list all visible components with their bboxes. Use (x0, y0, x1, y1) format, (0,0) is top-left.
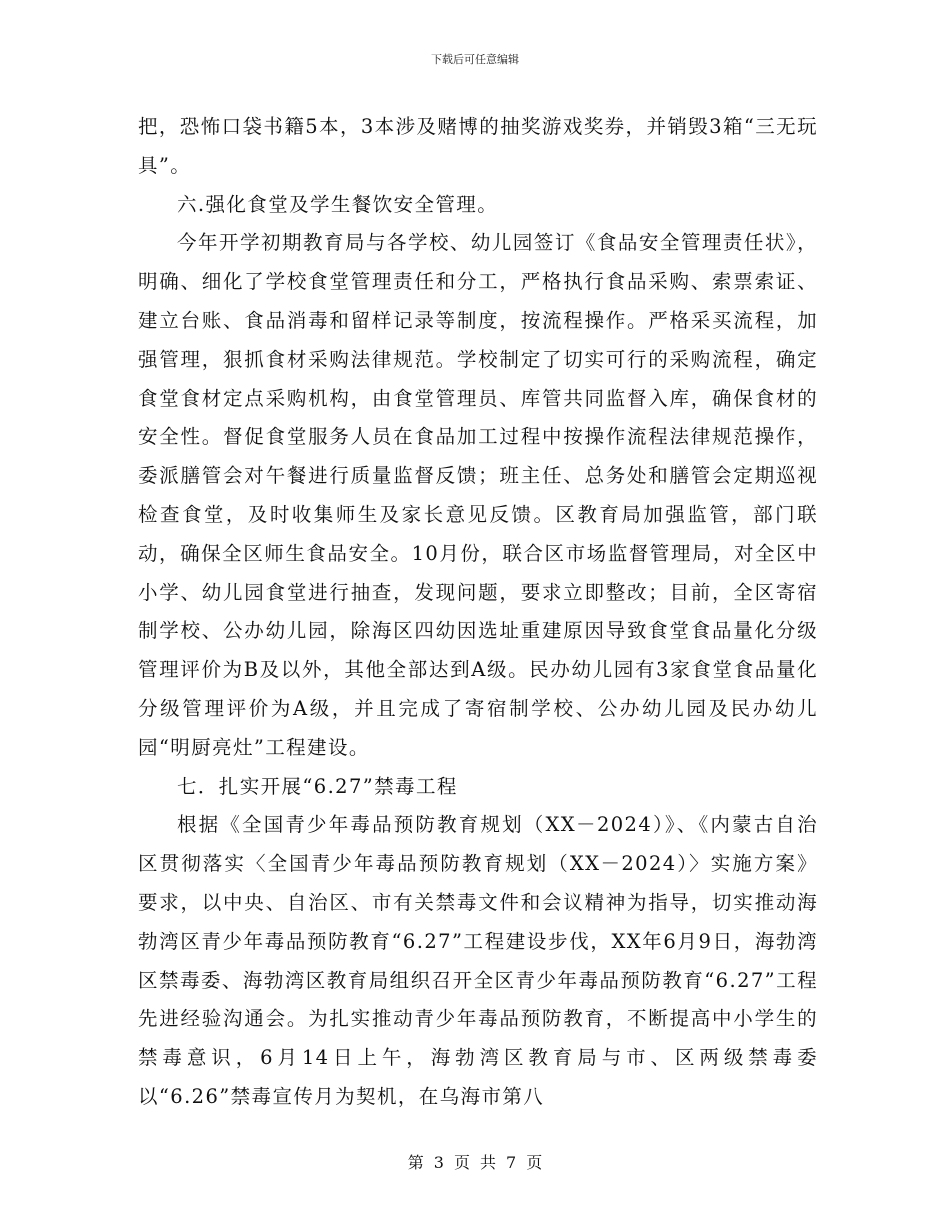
footer-total-pages: 7 (506, 1153, 517, 1172)
footer-current-page: 3 (433, 1153, 444, 1172)
footer-label-ye: 页 (453, 1153, 470, 1172)
paragraph-drug-prevention: 根据《全国青少年毒品预防教育规划（XX－2024）》、《内蒙古自治区贯彻落实〈全国青少年毒品预防教育规划（XX－2024）〉实施方案》要求，以中央、自治区、市有关禁毒文件和会议精神为指导，切实推动海勃湾区青少年毒品预防教育“6.27”工程建设步伐，XX年6月9日，海勃湾区禁毒委、海勃湾区教育局组织召开全区青少年毒品预防教育“6.27”工程先进经验沟通会。为扎实推动青少年毒品预防教育，不断提高中小学生的禁毒意识，6月14日上午，海勃湾区教育局与市、区两级禁毒委以“6.26”禁毒宣传月为契机，在乌海市第八 (138, 813, 818, 1108)
page-footer (0, 1152, 950, 1174)
document-body (138, 108, 818, 1117)
paragraph-food-safety: 今年开学初期教育局与各学校、幼儿园签订《食品安全管理责任状》，明确、细化了学校食堂管理责任和分工，严格执行食品采购、索票索证、建立台账、食品消毒和留样记录等制度，按流程操作。严格采买流程，加强管理，狠抓食材采购法律规范。学校制定了切实可行的采购流程，确定食堂食材定点采购机构，由食堂管理员、库管共同监督入库，确保食材的安全性。督促食堂服务人员在食品加工过程中按操作流程法律规范操作，委派膳管会对午餐进行质量监督反馈；班主任、总务处和膳管会定期巡视检查食堂，及时收集师生及家长意见反馈。区教育局加强监管，部门联动，确保全区师生食品安全。10月份，联合区市场监督管理局，对全区中小学、幼儿园食堂进行抽查，发现问题，要求立即整改；目前，全区寄宿制学校、公办幼儿园，除海区四幼因选址重建原因导致食堂食品量化分级管理评价为B及以外，其他全部达到A级。民办幼儿园有3家食堂食品量化分级管理评价为A级，并且完成了寄宿制学校、公办幼儿园及民办幼儿园“明厨亮灶”工程建设。 (138, 231, 818, 759)
section-heading-7: 七．扎实开展“6.27”禁毒工程 (177, 774, 458, 798)
footer-label-page: 第 (407, 1153, 424, 1172)
footer-label-total: 共 (480, 1153, 497, 1172)
paragraph-continuation: 把，恐怖口袋书籍5本，3本涉及赌博的抽奖游戏奖券，并销毁3箱“三无玩具”。 (138, 115, 818, 177)
footer-label-ye-2: 页 (526, 1153, 543, 1172)
page-header: 下载后可任意编辑 (431, 53, 519, 66)
section-heading-6: 六.强化食堂及学生餐饮安全管理。 (177, 192, 499, 216)
